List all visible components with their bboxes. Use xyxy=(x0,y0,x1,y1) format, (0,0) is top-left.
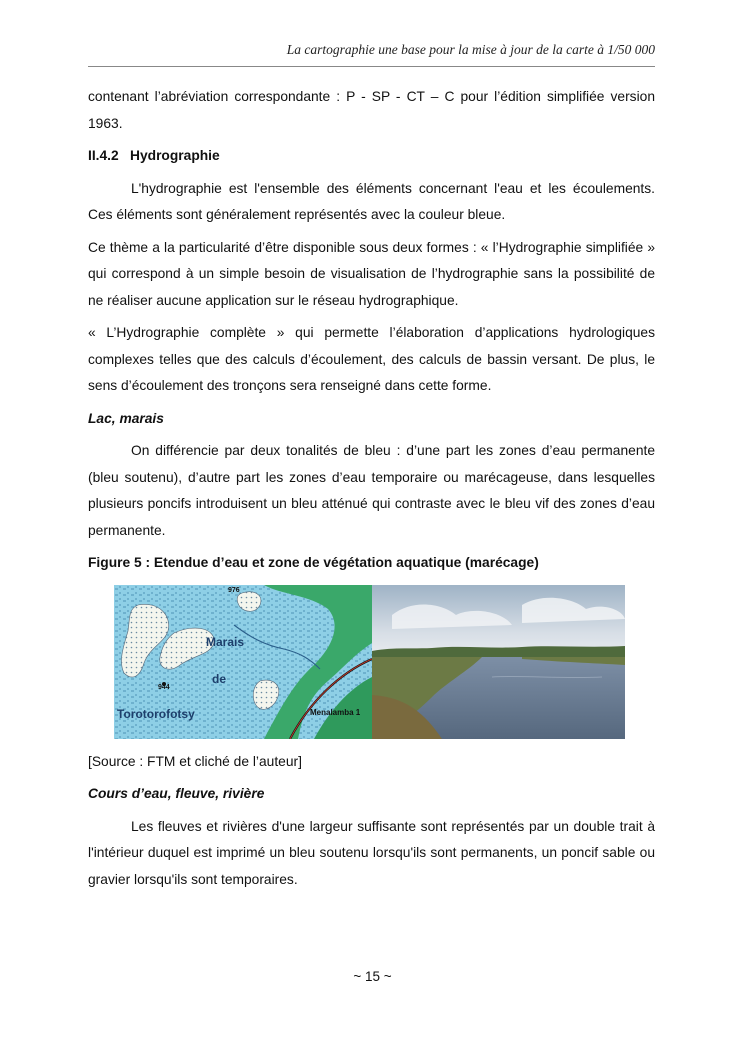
figure-source: [Source : FTM et cliché de l’auteur] xyxy=(88,753,302,769)
figure-5 xyxy=(114,585,625,739)
section-number: II.4.2 xyxy=(88,148,119,163)
page-number: ~ 15 ~ xyxy=(353,969,392,984)
running-header: La cartographie une base pour la mise à jour de la carte à 1/50 000 xyxy=(286,42,655,57)
map-label-marais: Marais xyxy=(206,634,245,649)
paragraph-cours-eau: Les fleuves et rivières d'une largeur suffisante sont représentés par un double trait à l'intérieur duquel est imprimé un bleu soutenu lorsqu'ils sont permanents, un poncif sable ou gravier lorsqu'ils sont temporaires. xyxy=(88,818,655,887)
map-label-de: de xyxy=(212,671,227,686)
map-label-spot-height: 944 xyxy=(158,683,170,691)
map-label-village: Menalamba 1 xyxy=(310,707,361,717)
marsh-photo xyxy=(372,585,625,739)
paragraph-complete-form: « L’Hydrographie complète » qui permette l’élaboration d’applications hydrologiques complexes telles que des calculs d’écoulement, des calculs de bassin versant. De plus, le sens d’écoulement des tronçons sera renseigné dans cette forme. xyxy=(88,325,655,393)
map-label-top-number: 976 xyxy=(228,586,240,594)
paragraph-hydrographie-intro: L'hydrographie est l'ensemble des éléments concernant l'eau et les écoulements. Ces éléments sont généralement représentés avec la couleur bleue. xyxy=(88,180,655,222)
paragraph-two-forms: Ce thème a la particularité d’être disponible sous deux formes : « l’Hydrographie simplifiée » qui correspond à un simple besoin de visualisation de l’hydrographie sans la possibilité de ne réaliser aucune application sur le réseau hydrographique. xyxy=(88,239,655,308)
subheading-lac-marais: Lac, marais xyxy=(88,410,164,426)
paragraph-continuation: contenant l’abréviation correspondante : P - SP - CT – C pour l’édition simplifiée version 1963. xyxy=(88,89,655,131)
section-heading xyxy=(88,143,655,170)
figure-caption: Figure 5 : Etendue d’eau et zone de végétation aquatique (marécage) xyxy=(88,555,539,570)
header-divider xyxy=(88,66,655,67)
map-label-place: Torotorofotsy xyxy=(117,706,195,721)
section-title: Hydrographie xyxy=(130,148,220,163)
page-body xyxy=(88,84,655,899)
topographic-map-excerpt xyxy=(114,585,372,739)
paragraph-lac-marais: On différencie par deux tonalités de bleu : d’une part les zones d’eau permanente (bleu soutenu), d’autre part les zones d’eau temporaire ou marécageuse, dans lesquelles plusieurs poncifs introduisent un bleu atténué qui contraste avec le bleu vif des zones d’eau permanente. xyxy=(88,443,655,538)
subheading-cours-eau: Cours d’eau, fleuve, rivière xyxy=(88,786,265,801)
